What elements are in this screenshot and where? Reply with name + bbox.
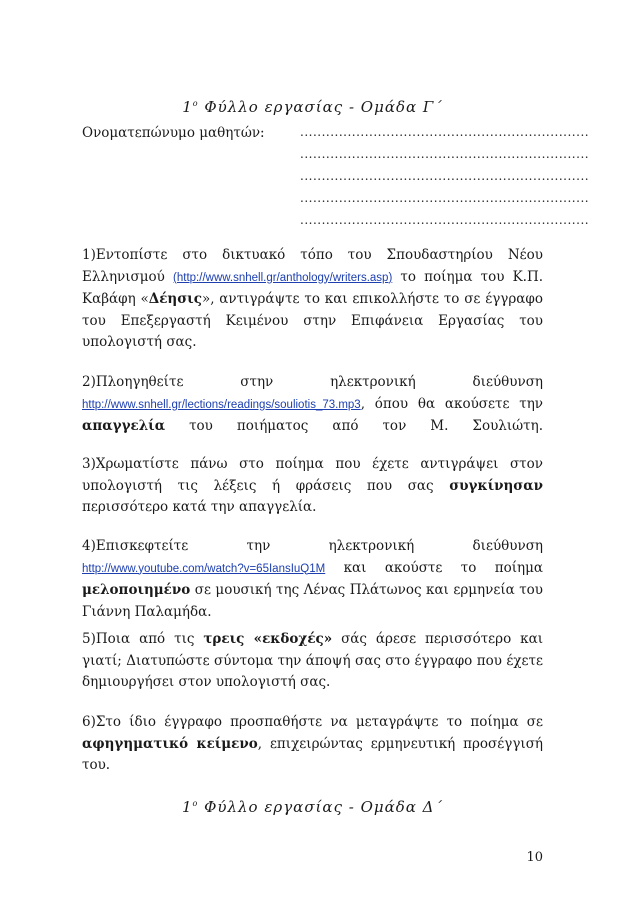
snhell-mp3-link[interactable]: http://www.snhell.gr/lections/readings/souliotis_73.mp3 xyxy=(82,398,361,411)
task-text: το ποίημα του Κ.Π. Καβάφη « xyxy=(82,268,544,307)
heading-ordinal-sup: ο xyxy=(192,799,199,808)
task-text: , επιχειρώντας ερμηνευτική προσέγγισή του. xyxy=(82,735,543,773)
task-text: 6)Στο ίδιο έγγραφο προσπαθήστε να μεταγράψτε το ποίημα σε xyxy=(82,714,543,730)
heading-ordinal: 1 xyxy=(182,98,193,116)
task-text: και ακούστε το ποίημα xyxy=(325,559,543,576)
page-number: 10 xyxy=(526,850,543,865)
task-emphasis: μελοποιημένο xyxy=(82,582,191,598)
task-emphasis: αφηγηματικό κείμενο xyxy=(82,735,258,752)
name-dotted-line: ................................................................... xyxy=(300,125,590,139)
task-2 xyxy=(82,372,543,438)
student-names-label: Ονοματεπώνυμο μαθητών: xyxy=(82,125,265,141)
task-emphasis: συγκίνησαν xyxy=(449,477,543,494)
document-page xyxy=(82,0,590,903)
name-dotted-line: ................................................................... xyxy=(300,213,590,227)
task-text: σάς άρεσε περισσότερο και γιατί; Διατυπώστε σύντομα την άποψή σας στο έγγραφο που έχετε δημιουργήσει στον υπολογιστή σας. xyxy=(82,631,543,690)
snhell-writers-link[interactable]: (http://www.snhell.gr/anthology/writers.asp) xyxy=(173,271,393,284)
task-text: περισσότερο κατά την απαγγελία. xyxy=(82,499,317,515)
worksheet-c-heading xyxy=(82,98,543,116)
task-text: », αντιγράψτε το και επικολλήστε το σε έγγραφο του Επεξεργαστή Κειμένου στην Επιφάνεια Εργασίας του υπολογιστή σας. xyxy=(82,291,543,350)
task-1 xyxy=(82,245,543,354)
name-dotted-line: ................................................................... xyxy=(300,191,590,205)
heading-title: Φύλλο εργασίας - Ομάδα Γ΄ xyxy=(204,98,443,116)
task-text: του ποιήματος από τον Μ. Σουλιώτη. xyxy=(165,418,543,434)
heading-title: Φύλλο εργασίας - Ομάδα Δ΄ xyxy=(204,798,444,816)
name-dotted-line: ................................................................... xyxy=(300,147,590,161)
task-emphasis: απαγγελία xyxy=(82,418,166,434)
task-text: σε μουσική της Λένας Πλάτωνος και ερμηνεία του Γιάννη Παλαμήδα. xyxy=(82,582,543,620)
task-3 xyxy=(82,454,543,519)
task-text: , όπου θα ακούσετε την xyxy=(360,395,543,412)
task-emphasis: τρεις «εκδοχές» xyxy=(203,631,333,647)
heading-ordinal-sup: ο xyxy=(192,99,199,108)
task-text: 1)Εντοπίστε στο δικτυακό τόπο του Σπουδαστηρίου Νέου Ελληνισμού xyxy=(82,247,543,285)
task-text: 2)Πλοηγηθείτε στην ηλεκτρονική διεύθυνση xyxy=(82,374,543,390)
name-dotted-line: ................................................................... xyxy=(300,169,590,183)
task-6 xyxy=(82,712,543,777)
task-emphasis: Δέησις xyxy=(148,291,202,307)
worksheet-d-heading xyxy=(82,798,543,816)
heading-ordinal: 1 xyxy=(181,798,193,816)
task-text: 4)Επισκεφτείτε την ηλεκτρονική διεύθυνση xyxy=(82,538,543,554)
task-5 xyxy=(82,629,543,694)
task-text: 5)Ποια από τις xyxy=(82,631,204,647)
task-4 xyxy=(82,536,543,623)
youtube-link[interactable]: http://www.youtube.com/watch?v=65IansIuQ1M xyxy=(82,562,326,575)
task-text: 3)Χρωματίστε πάνω στο ποίημα που έχετε αντιγράψει στον υπολογιστή τις λέξεις ή φράσεις που σας xyxy=(82,456,543,494)
